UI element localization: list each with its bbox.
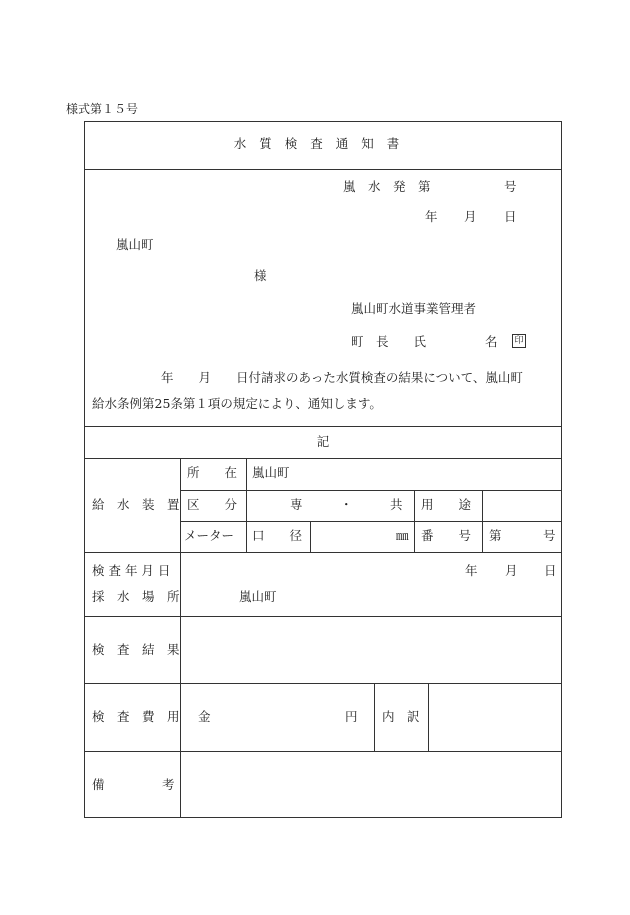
sampling-place-value: 嵐山町	[239, 589, 277, 604]
number-label: 番 号	[421, 528, 472, 543]
issue-month: 月	[464, 209, 477, 224]
supply-device-label: 給 水 装 置	[92, 497, 180, 512]
inspection-month: 月	[505, 563, 518, 578]
divider-usage-value	[482, 490, 483, 552]
number-suffix: 号	[543, 528, 556, 543]
number-prefix: 第	[489, 528, 502, 543]
fee-prefix: 金	[198, 709, 211, 724]
results-label: 検 査 結 果	[92, 642, 180, 657]
divider-title	[84, 169, 562, 170]
divider-date	[84, 616, 562, 617]
divider-breakdown-value	[428, 683, 429, 751]
diameter-label: 口 径	[252, 528, 303, 543]
location-label: 所 在	[187, 465, 238, 480]
honorific: 様	[254, 268, 267, 283]
divider-category-value	[414, 490, 415, 552]
doc-number-suffix: 号	[504, 179, 517, 194]
remarks-label: 備	[92, 777, 105, 792]
issuer-name-label: 名	[485, 334, 498, 349]
category-options: 専 ・ 共	[290, 497, 403, 512]
divider-fee	[84, 751, 562, 752]
divider-row1	[181, 490, 562, 491]
divider-row1-col	[246, 458, 247, 552]
sampling-place-label: 採 水 場 所	[92, 589, 180, 604]
inspection-date-label: 検 査 年 月 日	[92, 563, 171, 578]
ki-heading: 記	[316, 434, 330, 449]
seal-mark	[510, 334, 526, 348]
divider-body	[84, 426, 562, 427]
form-title: 水質検査通知書	[233, 136, 413, 151]
usage-label: 用 途	[421, 497, 472, 512]
divider-fee-breakdown	[374, 683, 375, 751]
doc-number-prefix: 嵐 水 発 第	[343, 179, 431, 194]
diameter-unit: ㎜	[396, 528, 409, 543]
divider-device	[84, 552, 562, 553]
issue-year: 年	[425, 209, 438, 224]
location-value: 嵐山町	[252, 465, 290, 480]
inspection-day: 日	[544, 563, 557, 578]
divider-label-col	[180, 458, 181, 818]
divider-ki	[84, 458, 562, 459]
issuer-org: 嵐山町水道事業管理者	[351, 301, 477, 316]
category-label: 区 分	[187, 497, 238, 512]
seal-icon: 印	[512, 334, 526, 348]
divider-diameter-value	[310, 521, 311, 552]
divider-row2	[181, 521, 562, 522]
issuer-title: 町 長 氏	[351, 334, 427, 349]
fee-unit: 円	[345, 709, 358, 724]
issue-day: 日	[504, 209, 517, 224]
recipient-town: 嵐山町	[116, 237, 154, 252]
remarks-label-2: 考	[162, 777, 175, 792]
form-number: 様式第１５号	[66, 102, 139, 116]
fee-label: 検 査 費 用	[92, 709, 180, 724]
breakdown-label: 内 訳	[382, 709, 420, 724]
meter-label: メーター	[184, 528, 235, 543]
divider-results	[84, 683, 562, 684]
inspection-year: 年	[465, 563, 478, 578]
body-line-2: 給水条例第25条第１項の規定により、通知します。	[92, 396, 382, 411]
body-line-1: 年 月 日付請求のあった水質検査の結果について、嵐山町	[161, 370, 523, 385]
